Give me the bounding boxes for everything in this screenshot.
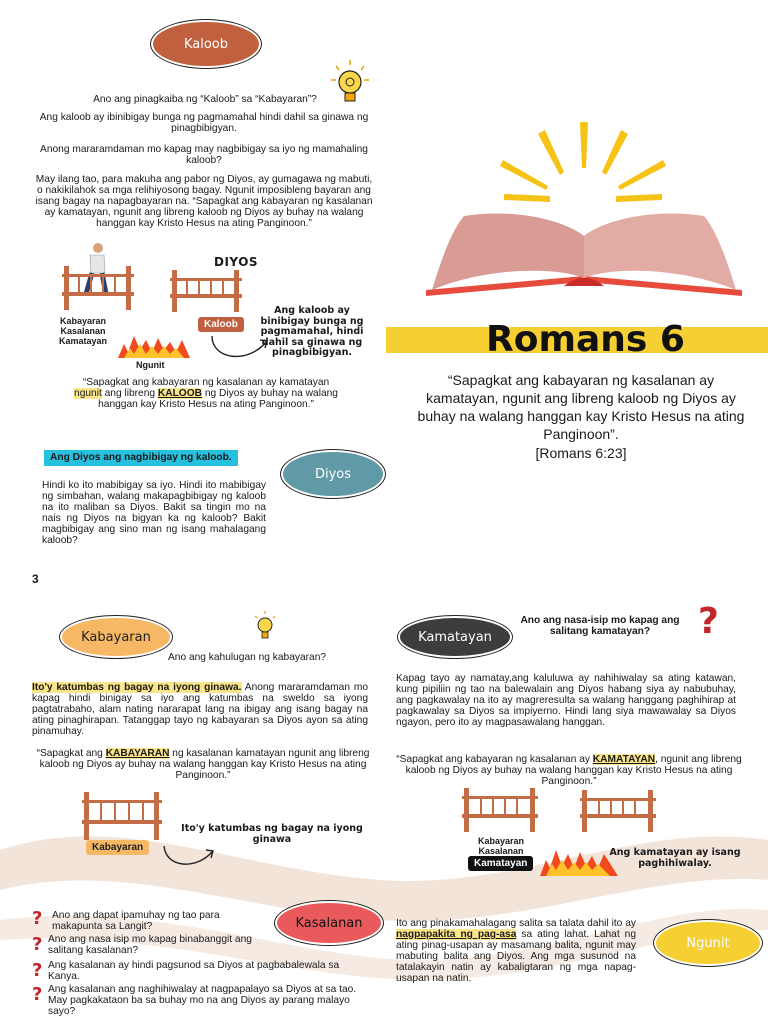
kaloob-verse-quote [40,377,372,410]
label-kabayaran: Kabayaran [59,316,107,326]
fire-illustration [118,332,190,358]
diyos-pill-label: Diyos [314,466,352,482]
kamatayan-label-kabayaran: Kabayaran [477,836,525,846]
bridge-left-illustration [62,266,134,312]
ngunit-pill [656,922,760,964]
lightbulb-icon-small [252,610,278,644]
ngunit-pill-label: Ngunit [686,935,730,951]
kamatayan-tag: Kamatayan [468,856,533,871]
kaloob-tag: Kaloob [198,317,244,332]
kabayaran-verse-highlight: KABAYARAN [105,748,170,759]
kabayaran-paragraph [32,682,368,737]
kaloob-verse-line1: “Sapagkat ang kabayaran ng kasalanan ay kamatayan [82,377,330,388]
bridge-kabayaran-illustration [82,792,162,842]
kasalanan-statement-2: Ang kasalanan ang naghihiwalay at nagpapalayo sa Diyos at sa tao. May pagkakataon ba sa buhay mo na ang Diyos ay parang malayo sayo? [48,984,357,1017]
kabayaran-pill-label: Kabayaran [81,629,151,645]
bridge-kamatayan-left [462,788,538,834]
kamatayan-pill [400,618,510,656]
ngunit-label: Ngunit [136,360,165,370]
kamatayan-label-kasalanan: Kasalanan [478,846,524,856]
kabayaran-verse [30,748,376,781]
kabayaran-verse-a: “Sapagkat ang [36,748,106,759]
kaloob-feeling-question: Anong mararamdaman mo kapag may nagbibigay sa iyo ng mamahaling kaloob? [40,144,368,166]
kabayaran-question: Ano ang kahulugan ng kabayaran? [168,652,327,663]
kabayaran-verse-b: ng kasalanan kamatayan ngunit ang libreng kaloob ng Diyos ay buhay na walang hanggan kay Kristo Hesus na ating Panginoon.” [39,748,370,781]
ngunit-text-a: Ito ang pinakamahalagang salita sa talata dahil ito ay [396,918,636,929]
kamatayan-pill-label: Kamatayan [418,629,492,645]
kaloob-verse-line2 [40,388,372,399]
question-mark-icon-2: ? [32,908,43,929]
question-mark-icon: ? [698,601,719,642]
kaloob-question: Ano ang pinagkaiba ng “Kaloob” sa “Kabayaran”? [93,94,317,105]
bridge-kamatayan-right [580,790,656,834]
kamatayan-verse-a: “Sapagkat ang kabayaran ng kasalanan ay [396,754,593,765]
kaloob-pill [153,22,259,66]
label-kasalanan: Kasalanan [60,326,106,336]
kasalanan-pill [277,903,381,943]
kamatayan-paragraph: Kapag tayo ay namatay,ang kaluluwa ay nahihiwalay sa ating katawan, kung pipiliin ng tao na balewalain ang Diyos habang siya ay nabubuhay, ang pagkawalay na ito ay magreresulta sa walang hanggang paghihirap at pagkawalay sa Diyos sa impiyerno. Hindi lang siya mawawalay sa Diyos ngayon, pero ito ay magpasawalang hanggan. [396,673,736,728]
kasalanan-question-1: Ano ang dapat ipamuhay ng tao para makapunta sa Langit? [52,910,220,932]
kaloob-verse-seg2: ang libreng [101,388,158,399]
page-number: 3 [32,572,39,586]
diyos-paragraph: Hindi ko ito mabibigay sa iyo. Hindi ito mabibigay ng simbahan, walang makapagbibigay ng kaloob na ito maliban sa Diyos. Bakit sa tingin mo na nais ng Diyos na bigyan ka ng kaloob? Bakit magbibigay ang sino man ng isang mahalagang kaloob? [42,480,266,546]
romans-reference: [Romans 6:23] [535,445,627,461]
kabayaran-tag: Kabayaran [86,840,149,855]
kaloob-highlight: KALOOB [157,388,203,399]
kamatayan-question: Ano ang nasa-isip mo kapag ang salitang kamatayan? [520,615,680,637]
kasalanan-statement-1: Ang kasalanan ay hindi pagsunod sa Diyos at pagbabalewala sa Kanya. [48,960,340,982]
question-mark-icon-5: ? [32,984,43,1005]
label-kamatayan: Kamatayan [58,336,108,346]
kamatayan-verse-b: , ngunit ang libreng kaloob ng Diyos ay buhay na walang hanggan kay Kristo Hesus na ating Panginoon.” [405,754,742,787]
bridge-right-illustration [170,270,242,314]
kabayaran-hand-note: Ito'y katumbas ng bagay na iyong ginawa [181,823,363,845]
kaloob-verse-line3: hanggan kay Kristo Hesus na ating Panginoon.” [98,399,314,410]
question-mark-icon-4: ? [32,960,43,981]
ngunit-highlight-text: nagpapakita ng pag-asa [396,929,517,940]
ngunit-highlight: ngunit [74,388,102,399]
kaloob-hand-note: Ang kaloob ay binibigay bunga ng pagmamahal, hindi dahil sa ginawa ng pinagbibigyan. [260,305,364,358]
diyos-pill [283,452,383,496]
kamatayan-verse-highlight: KAMATAYAN [592,754,656,765]
kasalanan-question-2: Ano ang nasa isip mo kapag binabanggit ang salitang kasalanan? [48,934,252,956]
kasalanan-pill-label: Kasalanan [295,915,363,931]
ngunit-paragraph [396,918,636,984]
shine-rays-illustration [498,122,668,212]
open-book-illustration [424,210,744,302]
kaloob-paragraph: May ilang tao, para makuha ang pabor ng Diyos, ay gumagawa ng mabuti, o nakikilahok sa mga relihiyosong bagay. Ngunit imposibleng bayaran ang isang bagay na napagbayaran na. “Sapagkat ang kabayaran ng kasalanan ay kamatayan, ngunit ang libreng kaloob ng Diyos ay buhay na walang hanggan kay Kristo Hesus na ating Panginoon.” [35,174,373,229]
kabayaran-pill [62,618,170,656]
kamatayan-verse [396,754,742,787]
question-mark-icon-3: ? [32,934,43,955]
kaloob-verse-seg4: ng Diyos ay buhay na walang [202,388,338,399]
kabayaran-lead-highlight: Ito'y katumbas ng bagay na iyong ginawa. [32,682,242,693]
kaloob-pill-label: Kaloob [183,36,229,52]
diyos-banner: Ang Diyos ang nagbibigay ng kaloob. [44,450,238,466]
diagram-left-labels [50,316,116,346]
kamatayan-diagram-labels [466,836,536,856]
ngunit-text-b: sa ating lahat. Lahat ng ating pinag-usapan ay masamang balita, ngunit may mabuting balita ang Diyos. Ang mga susunod na tatalakayin natin ay kabaligtaran ng mga napag-usapan na natin. [396,929,637,984]
romans-verse: “Sapagkat ang kabayaran ng kasalanan ay kamatayan, ngunit ang libreng kaloob ng Diyos ay buhay na walang hanggan kay Kristo Hesus na ating Panginoon”. [417,372,745,442]
kamatayan-hand-note: Ang kamatayan ay isang paghihiwalay. [609,847,741,869]
romans-title: Romans 6 [486,319,685,360]
kabayaran-body: Anong mararamdaman mo kapag hindi binigay sa iyo ang katumbas na sweldo sa iyong pagtatrabaho, alam nating nararapat lang na ibigay ang isang bagay na ating pinaghirapan. Tatanggap tayo ng kabayaran sa Diyos ayon sa ating pinamuhay. [32,682,368,737]
diyos-label: DIYOS [214,255,259,269]
kaloob-definition: Ang kaloob ay ibinibigay bunga ng pagmamahal hindi dahil sa ginawa ng pinagbibigyan. [39,112,369,134]
